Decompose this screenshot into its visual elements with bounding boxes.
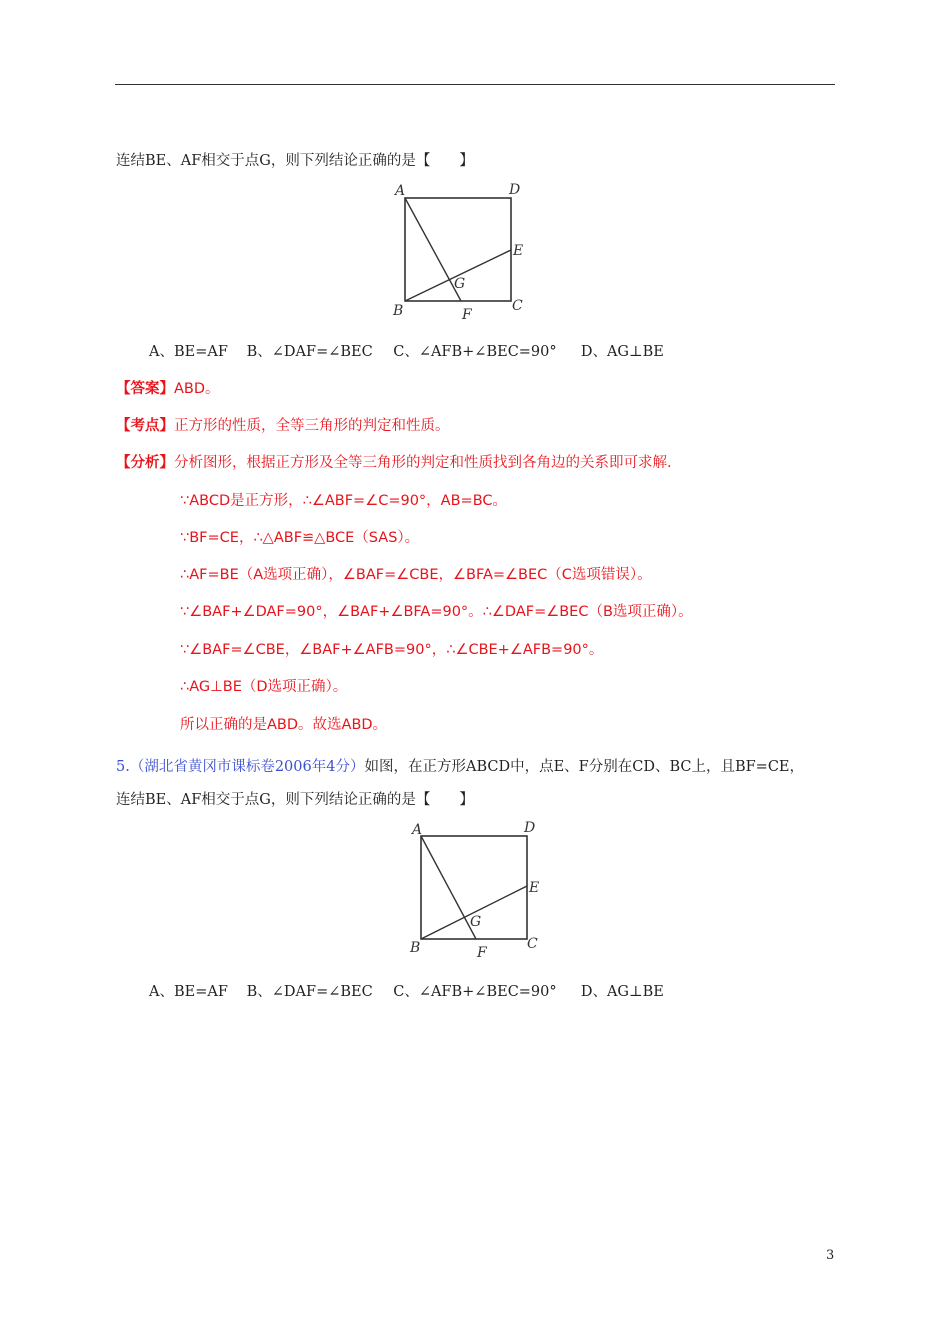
analysis-step: ∵∠BAF+∠DAF=90°，∠BAF+∠BFA=90°。∴∠DAF=∠BEC（B选项正确）。 bbox=[180, 604, 693, 620]
answer-text: ABD。 bbox=[174, 381, 220, 397]
analysis-step: ∵BF=CE，∴△ABF≌△BCE（SAS）。 bbox=[180, 530, 420, 546]
label-d: D bbox=[509, 182, 521, 198]
label-g: G bbox=[470, 914, 482, 930]
q5-option-a: A、BE=AF bbox=[149, 984, 228, 1000]
answer-tag: 【答案】 bbox=[116, 381, 174, 397]
label-c: C bbox=[512, 298, 523, 314]
label-g: G bbox=[454, 276, 466, 292]
analysis-step: ∵ABCD是正方形，∴∠ABF=∠C=90°，AB=BC。 bbox=[180, 493, 508, 509]
label-a: A bbox=[412, 822, 423, 838]
analysis-step: 所以正确的是ABD。故选ABD。 bbox=[180, 717, 388, 733]
q4-option-c: C、∠AFB+∠BEC=90° bbox=[393, 344, 557, 360]
fenxi-tag: 【分析】 bbox=[116, 455, 174, 471]
label-e: E bbox=[529, 880, 540, 896]
q5-options bbox=[149, 982, 664, 1002]
label-f: F bbox=[477, 945, 487, 961]
label-c: C bbox=[527, 936, 538, 952]
label-b: B bbox=[393, 303, 404, 319]
analysis-step: ∵∠BAF=∠CBE，∠BAF+∠AFB=90°，∴∠CBE+∠AFB=90°。 bbox=[180, 642, 604, 658]
q5-source: 5.（湖北省黄冈市课标卷2006年4分） bbox=[116, 759, 365, 775]
label-b: B bbox=[410, 940, 421, 956]
q4-option-a: A、BE=AF bbox=[149, 344, 228, 360]
kaodian-text: 正方形的性质，全等三角形的判定和性质。 bbox=[174, 418, 450, 434]
label-f: F bbox=[462, 307, 472, 323]
q5-stem-text: 如图，在正方形ABCD中，点E、F分别在CD、BC上，且BF=CE， bbox=[364, 759, 805, 775]
label-e: E bbox=[513, 243, 524, 259]
q5-stem-line2: 连结BE、AF相交于点G，则下列结论正确的是【 】 bbox=[116, 792, 474, 808]
q5-stem-line1 bbox=[116, 757, 804, 777]
label-d: D bbox=[524, 820, 536, 836]
fenxi-text: 分析图形，根据正方形及全等三角形的判定和性质找到各角边的关系即可求解. bbox=[174, 455, 672, 471]
q5-option-d: D、AG⊥BE bbox=[580, 984, 664, 1000]
q4-figure bbox=[385, 178, 535, 327]
page-number: 3 bbox=[826, 1248, 835, 1263]
q4-options bbox=[149, 342, 664, 362]
kaodian-line bbox=[116, 416, 450, 436]
q5-option-b: B、∠DAF=∠BEC bbox=[246, 984, 373, 1000]
q5-option-c: C、∠AFB+∠BEC=90° bbox=[393, 984, 557, 1000]
q5-figure bbox=[400, 818, 550, 967]
fenxi-line bbox=[116, 453, 672, 473]
analysis-step: ∴AG⊥BE（D选项正确）。 bbox=[180, 679, 348, 695]
answer-line bbox=[116, 379, 220, 399]
header-rule bbox=[115, 84, 835, 85]
q4-option-d: D、AG⊥BE bbox=[580, 344, 664, 360]
label-a: A bbox=[395, 183, 406, 199]
kaodian-tag: 【考点】 bbox=[116, 418, 174, 434]
q4-stem-line: 连结BE、AF相交于点G，则下列结论正确的是【 】 bbox=[116, 153, 474, 169]
q4-option-b: B、∠DAF=∠BEC bbox=[246, 344, 373, 360]
analysis-step: ∴AF=BE（A选项正确），∠BAF=∠CBE，∠BFA=∠BEC（C选项错误）。 bbox=[180, 567, 652, 583]
